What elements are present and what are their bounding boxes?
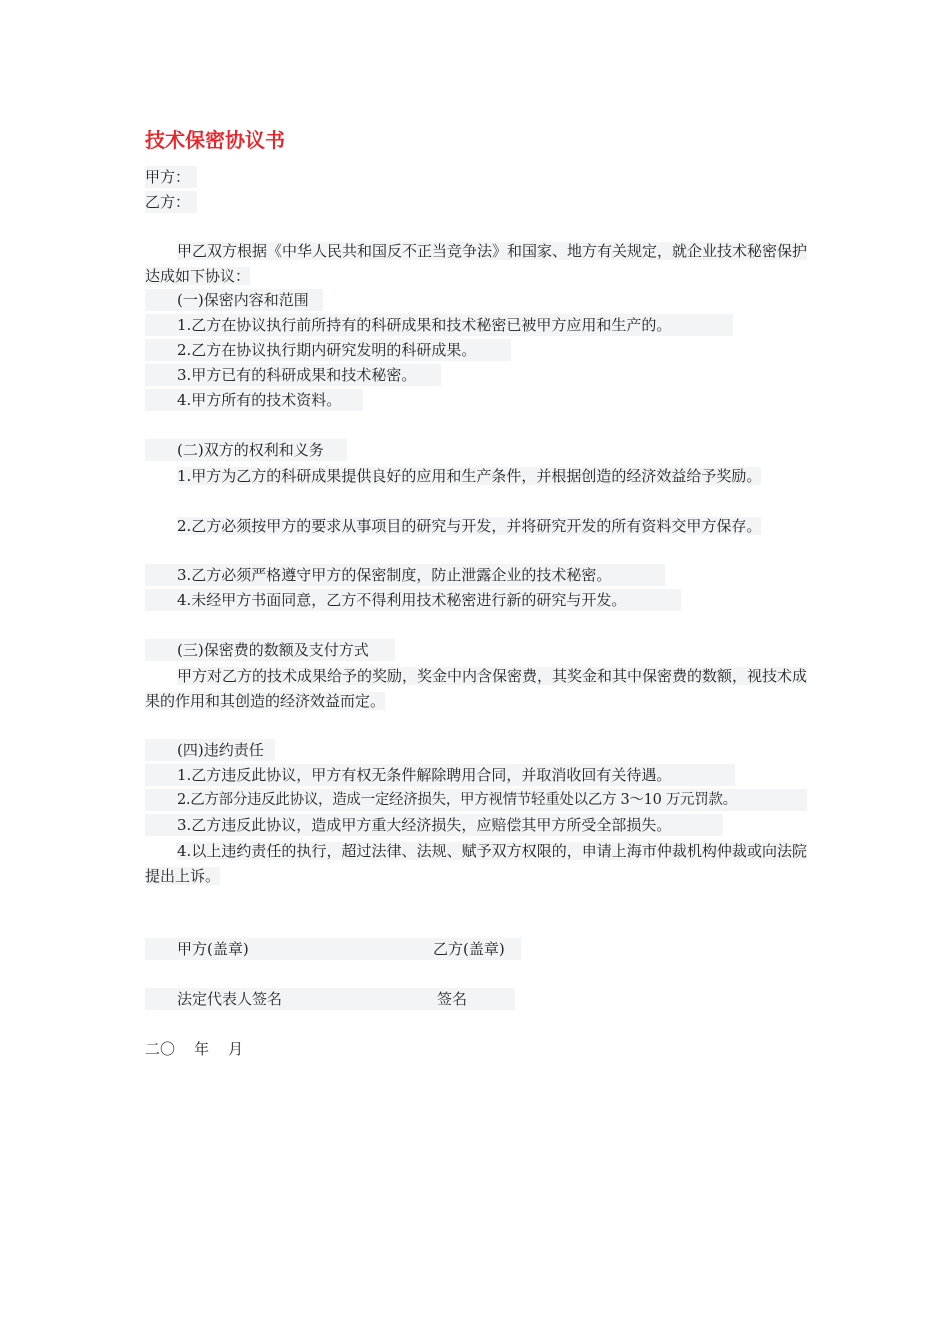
section1-item-3: 3.甲方已有的科研成果和技术秘密。 bbox=[145, 364, 441, 386]
section4-item-4: 4.以上违约责任的执行，超过法律、法规、赋予双方权限的，申请上海市仲裁机构仲裁或向法院提出上诉。 bbox=[145, 842, 807, 885]
section4-heading: (四)违约责任 bbox=[145, 739, 275, 761]
party-b-signature: 签名 bbox=[437, 990, 468, 1008]
section2-heading: (二)双方的权利和义务 bbox=[145, 439, 347, 461]
section4-item-2: 2.乙方部分违反此协议，造成一定经济损失，甲方视情节轻重处以乙方 3～10 万元罚款。 bbox=[145, 789, 807, 811]
date-line: 二〇 年 月 bbox=[145, 1040, 244, 1058]
section2-item-1: 1.甲方为乙方的科研成果提供良好的应用和生产条件，并根据创造的经济效益给予奖励。 bbox=[177, 467, 762, 485]
section4-item-3: 3.乙方违反此协议，造成甲方重大经济损失，应赔偿其甲方所受全部损失。 bbox=[145, 814, 723, 836]
section3-body: 甲方对乙方的技术成果给予的奖励，奖金中内含保密费，其奖金和其中保密费的数额，视技术成果的作用和其创造的经济效益而定。 bbox=[145, 667, 808, 710]
document-title: 技术保密协议书 bbox=[145, 128, 285, 152]
legal-rep-signature: 法定代表人签名 bbox=[145, 988, 515, 1010]
party-a-seal: 甲方(盖章) bbox=[145, 938, 521, 960]
section1-item-4: 4.甲方所有的技术资料。 bbox=[145, 389, 363, 411]
section4-item-1: 1.乙方违反此协议，甲方有权无条件解除聘用合同，并取消收回有关待遇。 bbox=[145, 764, 735, 786]
section1-item-1: 1.乙方在协议执行前所持有的科研成果和技术秘密已被甲方应用和生产的。 bbox=[145, 314, 733, 336]
party-b-label: 乙方： bbox=[145, 191, 197, 213]
section1-heading: (一)保密内容和范围 bbox=[145, 289, 323, 311]
section2-item-2: 2.乙方必须按甲方的要求从事项目的研究与开发，并将研究开发的所有资料交甲方保存。 bbox=[177, 517, 762, 535]
party-b-seal: 乙方(盖章) bbox=[433, 940, 505, 958]
section2-item-3: 3.乙方必须严格遵守甲方的保密制度，防止泄露企业的技术秘密。 bbox=[145, 564, 665, 586]
section2-item-4: 4.未经甲方书面同意，乙方不得利用技术秘密进行新的研究与开发。 bbox=[145, 589, 681, 611]
intro-paragraph: 甲乙双方根据《中华人民共和国反不正当竞争法》和国家、地方有关规定，就企业技术秘密保护达成如下协议： bbox=[145, 242, 808, 285]
section1-item-2: 2.乙方在协议执行期内研究发明的科研成果。 bbox=[145, 339, 511, 361]
section3-heading: (三)保密费的数额及支付方式 bbox=[145, 639, 395, 661]
party-a-label: 甲方： bbox=[145, 166, 197, 188]
